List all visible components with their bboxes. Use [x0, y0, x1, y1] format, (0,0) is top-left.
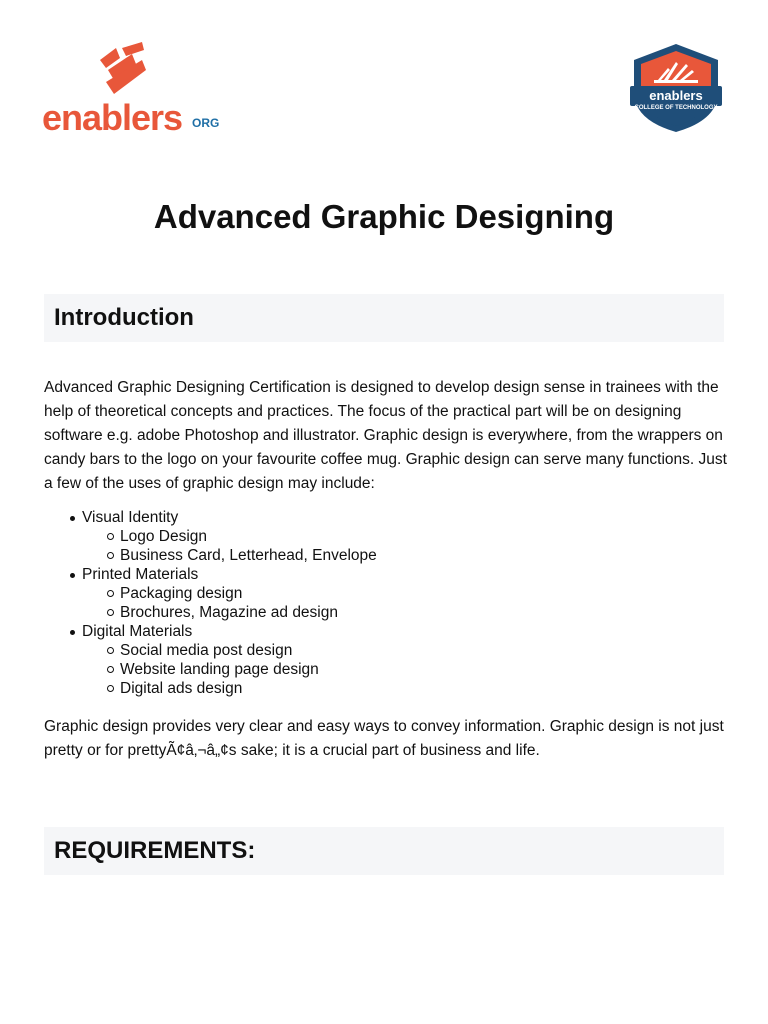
sub-list-item: Social media post design: [82, 641, 704, 660]
enablers-logo: [42, 40, 242, 138]
closing-paragraph: Graphic design provides very clear and easy ways to convey information. Graphic design is not just pretty or for prettyÃ¢â‚¬â„¢s sake; it is a crucial part of business and life.: [44, 718, 724, 759]
logo-domain: ORG: [192, 116, 220, 130]
badge-subtitle: COLLEGE OF TECHNOLOGY: [634, 105, 718, 111]
requirements-section-header: [44, 827, 724, 875]
sub-list-item: Packaging design: [82, 584, 704, 603]
enablers-e-mark-icon: [92, 40, 152, 100]
page-header: [0, 0, 768, 150]
sub-list-item: Brochures, Magazine ad design: [82, 603, 704, 622]
list-item: [44, 508, 704, 565]
sub-list-item: Website landing page design: [82, 660, 704, 679]
badge-name: enablers: [649, 88, 703, 103]
list-item-label: Printed Materials: [82, 566, 199, 583]
uses-list: [44, 508, 704, 698]
intro-heading: Introduction: [54, 304, 194, 331]
sub-list-item: Business Card, Letterhead, Envelope: [82, 546, 704, 565]
sub-list-item: Logo Design: [82, 527, 704, 546]
intro-section-header: [44, 294, 724, 342]
list-item-label: Digital Materials: [82, 623, 193, 640]
intro-paragraph: Advanced Graphic Designing Certification is designed to develop design sense in trainees with the help of theoretical concepts and practices. The focus of the practical part will be on designing software e.g. adobe Photoshop and illustrator. Graphic design is everywhere, from the wrappers on candy bars to the logo on your favourite coffee mug. Graphic design can serve many functions. Just a few of the uses of graphic design may include:: [44, 379, 727, 492]
list-item: [44, 565, 704, 622]
list-item-label: Visual Identity: [82, 509, 179, 526]
page-title: Advanced Graphic Designing: [153, 198, 615, 235]
requirements-heading: REQUIREMENTS:: [54, 837, 256, 864]
sub-list-item: Digital ads design: [82, 679, 704, 698]
list-item: [44, 622, 704, 698]
logo-wordmark: enablers: [42, 97, 183, 138]
college-badge: [628, 42, 724, 134]
